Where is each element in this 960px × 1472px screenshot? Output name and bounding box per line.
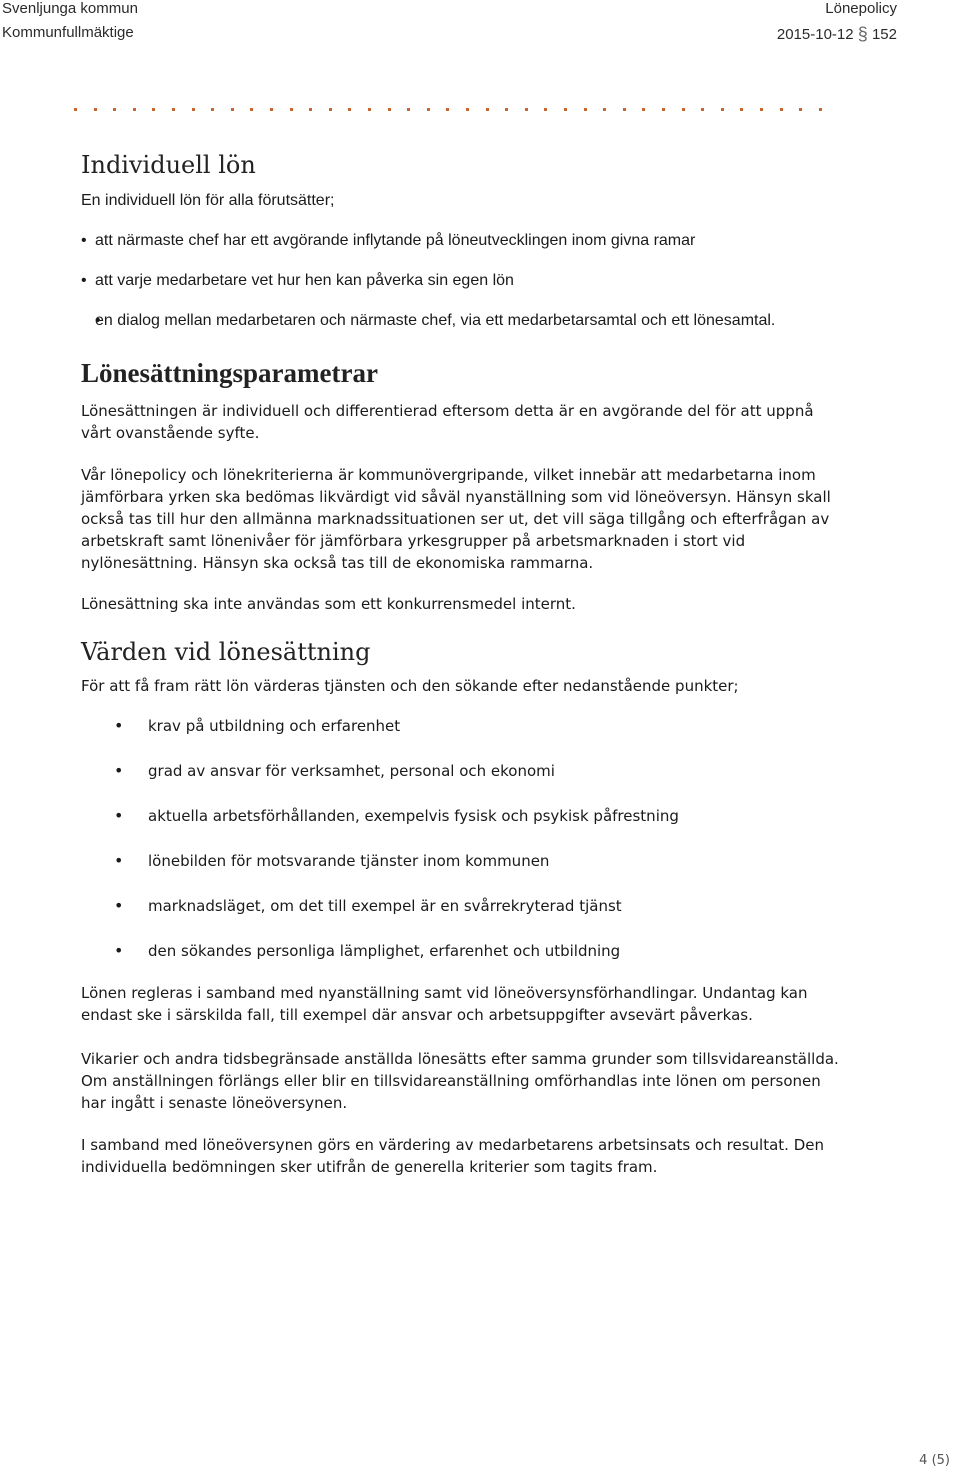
header-left — [2, 0, 138, 48]
list-item: • den sökandes personliga lämplighet, erfarenhet och utbildning — [81, 940, 841, 962]
dotted-divider — [74, 104, 834, 116]
varden-paragraph-1: Lönen regleras i samband med nyanställning samt vid löneöversynsförhandlingar. Undantag kan endast ske i särskilda fall, till exempel där ansvar och arbetsuppgifter avsevärt påverkas. — [81, 984, 808, 1024]
divider-dot — [799, 108, 802, 111]
list-item: • lönebilden för motsvarande tjänster inom kommunen — [81, 850, 841, 872]
divider-dot — [505, 108, 508, 111]
parametrar-paragraph-2: Vår lönepolicy och lönekriterierna är kommunövergripande, vilket innebär att medarbetarna inom jämförbara yrken ska bedömas likvärdigt vid såväl nyanställning som vid löneöversyn. Hänsyn skall också tas till hur den allmänna marknadssituationen ser ut, det vill säga tillgång och efterfrågan av arbetskraft samt lönenivåer för jämförbara yrkesgrupper på arbetsmarknaden i stort vid nylönesättning. Hänsyn ska också tas till de ekonomiska rammarna. — [81, 466, 831, 572]
varden-paragraph-2: Vikarier och andra tidsbegränsade anställda lönesätts efter samma grunder som tillsvidareanställda. Om anställningen förlängs eller blir en tillsvidareanställning omförhandlas inte lönen om personen har ingått i senaste löneöversynen. — [81, 1050, 839, 1112]
divider-dot — [152, 108, 155, 111]
heading-varden-vid-lonesattning: Värden vid lönesättning — [81, 638, 371, 666]
list-item: • marknadsläget, om det till exempel är en svårrekryterad tjänst — [81, 895, 841, 917]
divider-dot — [446, 108, 449, 111]
meeting-date: 2015-10-12 — [776, 26, 854, 43]
divider-dot — [780, 108, 783, 111]
divider-dot — [584, 108, 587, 111]
divider-dot — [564, 108, 567, 111]
divider-dot — [642, 108, 645, 111]
varden-bullets — [81, 715, 841, 962]
divider-dot — [682, 108, 685, 111]
varden-intro: För att få fram rätt lön värderas tjänsten och den sökande efter nedanstående punkter; — [81, 677, 739, 695]
divider-dot — [486, 108, 489, 111]
individuell-bullets — [81, 230, 841, 332]
divider-dot — [94, 108, 97, 111]
divider-dot — [544, 108, 547, 111]
parametrar-paragraph-1: Lönesättningen är individuell och differentierad eftersom detta är en avgörande del för att uppnå vårt ovanstående syfte. — [81, 402, 814, 442]
municipality-name: Svenljunga kommun — [2, 0, 138, 17]
divider-dot — [388, 108, 391, 111]
divider-dot — [721, 108, 724, 111]
parametrar-paragraph-3: Lönesättning ska inte användas som ett konkurrensmedel internt. — [81, 595, 576, 613]
page-number: 4 (5) — [919, 1453, 950, 1468]
heading-lonesattningsparametrar: Lönesättningsparametrar — [81, 358, 378, 388]
divider-dot — [113, 108, 116, 111]
varden-paragraph-3: I samband med löneöversynen görs en värdering av medarbetarens arbetsinsats och resultat. Den individuella bedömningen sker utifrån de generella kriterier som tagits fram. — [81, 1136, 825, 1176]
divider-dot — [603, 108, 606, 111]
divider-dot — [309, 108, 312, 111]
divider-dot — [427, 108, 430, 111]
divider-dot — [172, 108, 175, 111]
individuell-intro: En individuell lön för alla förutsätter; — [81, 192, 335, 209]
divider-dot — [662, 108, 665, 111]
list-item: • aktuella arbetsförhållanden, exempelvis fysisk och psykisk påfrestning — [81, 805, 841, 827]
divider-dot — [348, 108, 351, 111]
header-right — [777, 0, 897, 48]
heading-individuell-lon: Individuell lön — [81, 151, 256, 179]
divider-dot — [760, 108, 763, 111]
divider-dot — [407, 108, 410, 111]
council-name: Kommunfullmäktige — [2, 24, 134, 41]
section-sign: § — [857, 24, 868, 44]
divider-dot — [329, 108, 332, 111]
document-body — [81, 150, 841, 1178]
list-item: • en dialog mellan medarbetaren och närmaste chef, via ett medarbetarsamtal och ett lönesamtal. — [81, 310, 841, 332]
list-item: • krav på utbildning och erfarenhet — [81, 715, 841, 737]
divider-dot — [250, 108, 253, 111]
divider-dot — [740, 108, 743, 111]
divider-dot — [192, 108, 195, 111]
divider-dot — [623, 108, 626, 111]
divider-dot — [466, 108, 469, 111]
list-item: • att närmaste chef har ett avgörande inflytande på löneutvecklingen inom givna ramar — [81, 230, 841, 252]
divider-dot — [270, 108, 273, 111]
divider-dot — [74, 108, 77, 111]
date-section — [777, 24, 897, 48]
list-item: • att varje medarbetare vet hur hen kan påverka sin egen lön — [81, 270, 841, 292]
divider-dot — [525, 108, 528, 111]
divider-dot — [819, 108, 822, 111]
section-number: 152 — [871, 26, 897, 43]
divider-dot — [701, 108, 704, 111]
divider-dot — [368, 108, 371, 111]
divider-dot — [231, 108, 234, 111]
divider-dot — [133, 108, 136, 111]
document-title: Lönepolicy — [825, 0, 897, 17]
divider-dot — [290, 108, 293, 111]
divider-dot — [211, 108, 214, 111]
list-item: • grad av ansvar för verksamhet, personal och ekonomi — [81, 760, 841, 782]
